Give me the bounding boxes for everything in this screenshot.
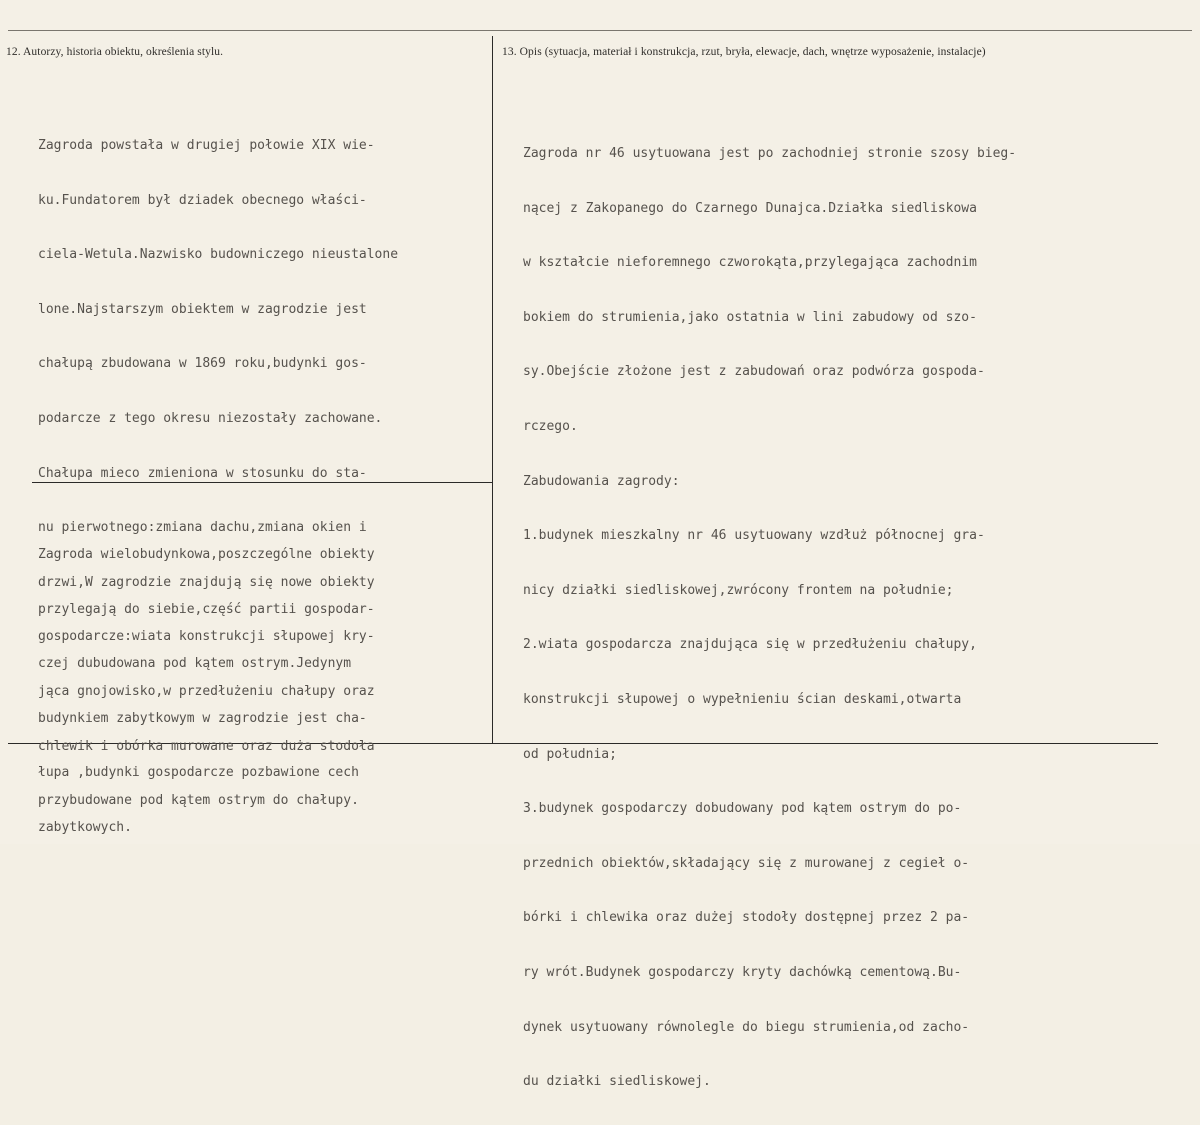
text-line: podarcze z tego okresu niezostały zachowane.: [38, 410, 383, 426]
text-line: ry wrót.Budynek gospodarczy kryty dachówką cementową.Bu-: [523, 964, 962, 980]
text-line: 1.budynek mieszkalny nr 46 usytuowany wzdłuż północnej gra-: [523, 528, 985, 544]
text-line: bórki i chlewika oraz dużej stodoły dostępnej przez 2 pa-: [523, 910, 970, 926]
text-line: w kształcie nieforemnego czworokąta,przylegająca zachodnim: [523, 255, 977, 271]
text-line: Zabudowania zagrody:: [523, 473, 680, 489]
text-line: nicy działki siedliskowej,zwrócony frontem na południe;: [523, 582, 954, 598]
text-line: chlewik i obórka murowane oraz duża stodoła: [38, 738, 375, 754]
text-line: 2.wiata gospodarcza znajdująca się w przedłużeniu chałupy,: [523, 637, 977, 653]
text-line: jąca gnojowisko,w przedłużeniu chałupy oraz: [38, 683, 375, 699]
text-line: czej dubudowana pod kątem ostrym.Jedynym: [38, 656, 352, 672]
text-line: Zagroda wielobudynkowa,poszczególne obiekty: [38, 547, 375, 562]
text-line: konstrukcji słupowej o wypełnieniu ścian deskami,otwarta: [523, 691, 962, 707]
text-line: nu pierwotnego:zmiana dachu,zmiana okien i: [38, 520, 367, 536]
text-line: du działki siedliskowej.: [523, 1074, 711, 1090]
text-line: ku.Fundatorem był dziadek obecnego właści-: [38, 192, 367, 208]
text-line: bokiem do strumienia,jako ostatnia w lini zabudowy od szo-: [523, 309, 977, 325]
column-divider: [492, 36, 493, 744]
text-line: drzwi,W zagrodzie znajdują się nowe obiekty: [38, 574, 375, 590]
text-line: sy.Obejście złożone jest z zabudowań oraz podwórza gospoda-: [523, 364, 985, 380]
top-edge-line: [8, 30, 1192, 31]
text-line: przylegają do siebie,część partii gospodar-: [38, 601, 375, 617]
text-line: dynek usytuowany równolegle do biegu strumienia,od zacho-: [523, 1019, 970, 1035]
section-13-header: 13. Opis (sytuacja, materiał i konstrukcja, rzut, bryła, elewacje, dach, wnętrze wyposażenie, instalacje): [502, 46, 986, 58]
description-text: [523, 112, 1016, 1125]
text-line: 3.budynek gospodarczy dobudowany pod kątem ostrym do po-: [523, 801, 962, 817]
text-line: zabytkowych.: [38, 819, 132, 835]
text-line: gospodarcze:wiata konstrukcji słupowej kry-: [38, 629, 375, 645]
text-line: Chałupa mieco zmieniona w stosunku do sta-: [38, 465, 367, 481]
text-line: nącej z Zakopanego do Czarnego Dunajca.Działka siedliskowa: [523, 200, 977, 216]
text-line: przednich obiektów,składający się z murowanej z cegieł o-: [523, 855, 970, 871]
text-line: budynkiem zabytkowym w zagrodzie jest cha-: [38, 710, 367, 726]
text-line: od południa;: [523, 746, 617, 762]
style-text: [38, 513, 375, 871]
text-line: przybudowane pod kątem ostrym do chałupy.: [38, 793, 359, 809]
text-line: rczego.: [523, 418, 578, 434]
text-line: Zagroda powstała w drugiej połowie XIX wie-: [38, 138, 375, 153]
text-line: lone.Najstarszym obiektem w zagrodzie jest: [38, 301, 367, 317]
text-line: łupa ,budynki gospodarcze pozbawione cech: [38, 765, 359, 781]
text-line: ciela-Wetula.Nazwisko budowniczego nieustalone: [38, 247, 399, 263]
section-12-header: 12. Autorzy, historia obiektu, określenia stylu.: [6, 46, 224, 58]
text-line: chałupą zbudowana w 1869 roku,budynki gos-: [38, 356, 367, 372]
text-line: Zagroda nr 46 usytuowana jest po zachodniej stronie szosy bieg-: [523, 146, 1017, 161]
